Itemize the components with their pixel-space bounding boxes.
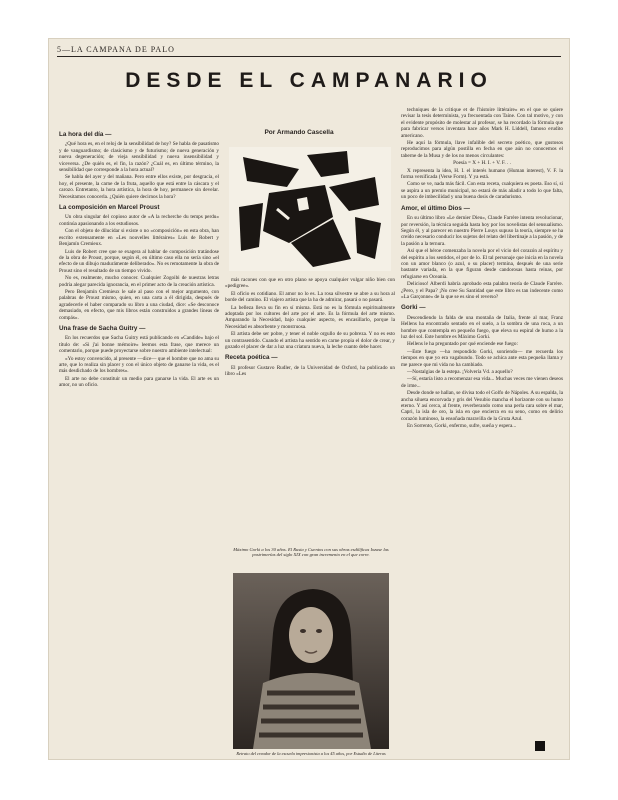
paragraph: Descendiendo la falda de una montaña de Italia, frente al mar, Franz Hellens ha encontrado sentado en el suelo, a la sombra de una roca, a un hombre que contempla en pequeño fuego, que eleva su espiral de humo a la luz del sol. Este hombre es Máximo Gorki. <box>401 314 563 340</box>
paragraph: techniques de la critique et de l'histoire littéraire» en el que se quiere revisar la tesis determinista, ya frecuentada con Taine. Con tal motivo, y con el evidente propósito de molestar al profesor, se ha recordado la fórmula que para fabricar versos inventara hace años Mark H. Liddell, famoso erudito americano. <box>401 107 563 139</box>
paragraph: He aquí la fórmula, llave infalible del secreto poético, que gustosos reproducimos para algún postilla en fecha en que aún no conocemos el taberne de la Musa y de los no menos circulantes: <box>401 140 563 159</box>
paragraph: «Yo estoy convencido, al presente —dice— que el hombre que no ama su arte, que lo realiza sin placer y con el único objeto de ganarse la vida, es el más desdichado de los hombres». <box>59 355 219 375</box>
byline: Por Armando Cascella <box>264 129 334 136</box>
paragraph: Como se ve, nada más fácil. Con esta receta, cualquiera es poeta. Eso sí, si se aspira a un premio municipal, no estará de más añadir a todo lo que falta, un poco de imbecilidad y una buena dosis de caradurismo. <box>401 181 563 201</box>
paragraph: No es, realmente, mucho conocer. Cualquier Zogoibi de nuestras letras podría alegar parecida ignorancia, en el primer acto de la creación artística. <box>59 275 219 288</box>
paragraph: Pero Benjamín Cremieux le sale al paso con el mejor argumento, con palabras de Proust mismo, quien, en una carta a él dirigida, después de agradecerle el haber comparado su libro a una ciudad, dice: «Se desconoce demasiado, en efecto, que mis libros están construidos a grandes líneas de compás». <box>59 288 219 321</box>
portrait-photo <box>233 573 389 749</box>
paragraph: El artista debe ser pobre, y tener el noble orgullo de su pobreza. Y no es esto un contrasentido. Cuando el artista ha sentido en carne propia el dolor de crear, y gozado el placer de dar a luz una criatura nueva, la leche cuanto debe hacer. <box>225 331 395 351</box>
paragraph: ¿Qué hora es, en el reloj de la sensibilidad de hoy? Se habla de pasatismo y de vanguardismo; de clasicismo y de futurismo; de nueva generación y nueva degeneración; de vieja sensibilidad y nueva insensibilidad y viceversa. ¿De quién es, el fin, la razón? ¿Cuál es, en último término, la sensibilidad que corresponde a la hora actual? <box>59 141 219 174</box>
paragraph: Hellens le ha preguntado por qué enciende ese fuego: <box>407 341 518 348</box>
paragraph: La belleza lleva su fin en sí misma. Está no es la fórmula espiritualmente adoptada por los cultores del arte por el arte. Es la fórmula del arte mismo. Amparando la Necesidad, bajo cualquier aspecto, es encasillarlo, porque la Necesidad es absorbente y monstruosa. <box>225 304 395 330</box>
section-heading: Receta poética — <box>225 354 278 362</box>
paragraph: —Nostalgias de la estepa. ¡Volvería Vd. a aquello? <box>407 369 513 376</box>
paragraph: Un obra singular del copioso autor de «A la recherche du temps perdu» continúa apasionando a los estudiosos. <box>59 214 219 227</box>
paragraph: —Este fuego —ha respondido Gorki, sonriendo— me recuerda los tiempos en que yo era vagabundo. Todo se achica ante esta pequeña llama y me parece que mi vida no ha cambiado. <box>401 348 563 368</box>
running-head: 5—LA CAMPANA DE PALO <box>57 45 561 57</box>
photo-credit: Retrato del creador de la escuela impresionista a los 45 años, por Estudio de Literas <box>236 751 386 756</box>
paragraph: En Sorrento, Gorki, enfermo, sufre, sueña y espera... <box>407 423 517 430</box>
section-heading: Una frase de Sacha Guitry — <box>59 324 146 332</box>
paragraph: En los recuerdos que Sacha Guitry está publicando en «Candide» bajo el título de: «Si j'ai bonne mémoire» leemos esta frase, que merece un comentario, porque puede proyectarse sobre nuestro ambiente intelectual: <box>59 335 219 355</box>
paragraph: Delicioso! Alberdi habría aprobado esta palabra teoría de Claude Farrère. ¿Pero, y el Papa? ¡No cree Su Santidad que este libro es tan indecente como «La Garçonne» de la que se es sino el reverso? <box>401 281 563 300</box>
left-column <box>59 127 219 755</box>
paragraph: Desde donde se hallan, se divisa todo el Golfo de Nápoles. A su espalda, la ancha silueta encorvada y gris del Vesubio mancha el horizonte con su humo eterno. Y así cerca, al frente, reverberando como una perla cara sobre el mar, Capri, la isla de oro, la isla en que encierra en su seno, como en delirio corazón luminoso, la ensoñada maravilla de la Gruta Azul. <box>401 390 563 422</box>
paragraph: Se habla del ayer y del mañana. Pero entre ellos existe, por desgracia, el hoy, el presente, la carne de la fruta, aquello que está entre la cáscara y el carozo. Entretanto, la hora artística, la hora de hoy, permanece sin develar. Necesitamos conocerla. ¿Quién quiere decirnos la hora? <box>59 174 219 200</box>
paragraph: El profesor Gustavo Rudler, de la Universidad de Oxford, ha publicado un libro «Les <box>225 364 395 378</box>
middle-column <box>225 277 395 442</box>
paragraph: —Sí, estaría listo a recomenzar esa vida... Muchas veces me vienen deseos de irme... <box>401 376 563 389</box>
section-heading: La composición en Marcel Proust <box>59 204 160 212</box>
paragraph: más racones con que en otro plano se apoya cualquier vulgar niño bien con «pedigree». <box>225 277 395 290</box>
paragraph: El oficio es cotidiano. El amor no lo es. La rosa silvestre se abre a su hora al borde del camino. El viajero artista que la ha de admirar, pasará o no pasará. <box>225 290 395 304</box>
section-heading: Gorki — <box>401 304 426 312</box>
right-column <box>401 107 563 757</box>
paragraph: Luis de Robert cree que se exagera al hablar de composición tratándose de la obra de Proust, porque, según él, en último caso ella no sería sino «el efecto de un dibujo madurámente deliberado». No es remotamente la obra de Proust sino el resultado de un tiempo vivido. <box>59 248 219 274</box>
paragraph: El arte no debe constituir un medio para ganarse la vida. El arte es un amor, no un oficio. <box>59 375 219 389</box>
paragraph: X representa la idea, H. I. el interés humano (Human interest), V. F. la forma versificada (Verse Form). Y ya está. <box>401 167 563 181</box>
paragraph: Con el objeto de dilucidar si existe o no «composición» en esta obra, han escrito extensamente en «Les nouvelles littéraires» Luis de Robert y Benjamín Cremieux. <box>59 228 219 248</box>
woodcut-illustration <box>229 147 391 271</box>
page-title: DESDE EL CAMPANARIO <box>125 69 493 92</box>
photo-caption: Máximo Gorki a los 30 años. El Rusia y Cuentos con sus obras esdilíficas Iozase las postrimerías del siglo XIX con gran incremento en el que corre. <box>233 547 389 558</box>
newspaper-page <box>48 38 570 760</box>
section-heading: La hora del día — <box>59 131 112 138</box>
paragraph: En su último libro «Le dernier Dieu», Claude Farrère intenta revolucionar, por reversión, la técnica seguida hasta hoy por los novelistas del sensualismo. Según él, y al parecer en nuestro Pierre Louys supuso la teoría, siempre se ha creído necesario conducir los sujetos del relato del libertinaje a la pasión, y de la pasión a la ternura. <box>401 215 563 247</box>
end-mark <box>535 741 545 751</box>
formula: Poesía = X + H. I. + V. F. . . <box>453 160 511 167</box>
section-heading: Amor, el último Dios — <box>401 204 470 212</box>
paragraph: Así que el héroe comenzaba la novela por el vicio del corazón al espíritu y del espíritu a los sentidos, el por de lo. El tal personaje que inicia en la novela con un amor blanco (o azul, o su placer) termina, después de una serie bastante variada, en la que figuran desde candorosas hasta reinas, por refugiarse en Oceanía. <box>401 248 563 280</box>
